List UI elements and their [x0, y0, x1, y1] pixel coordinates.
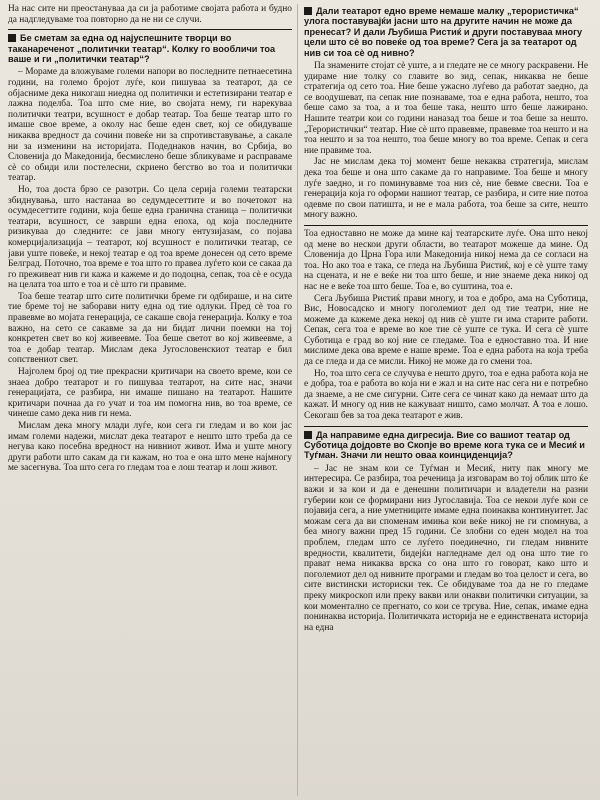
answer-2b-paragraph: Но, тоа што сега се случува е нешто друго, тоа е една работа која не е добра, тоа е работа во која ни е жал и на сите нас сега ни е потребно да знаеме, а не сме сигурни. Сите сега се чинат како да немаат што да кажат. И многу од нив не кажуваат ништо, само молчат. А тоа е лошо. Секогаш бев за тоа дека театарот е жив. [304, 368, 588, 422]
square-bullet-icon [8, 34, 16, 42]
square-bullet-icon [304, 7, 312, 15]
answer-1-paragraph: Тоа беше театар што сите политички бреме ги одбираше, и на сите тие бреме тој не заборави ниту една од тие одлуки. Пред сè тоа го правевме во мојата генерација, се сакаше своја генерација. Колку е тоа важно, на сето се сакавме за да ни бидат лични поемки на тој конкретен свет во кој живеевме. Тоа беше светот во кој живеевме, а тоа е добар театар. Мислам дека Југословенскиот театар е бил сопствениот свет. [8, 291, 292, 366]
left-column [8, 4, 292, 796]
answer-1-paragraph: – Мораме да вложуваме големи напори во последните петнаесетина години, на големо бројот луѓе, кои пишуваа за театарот, да се објасниме дека никогаш ниедна од политички и естетизирани театар е лажна поделба. Тоа што сме ние, во својата нему, ги нарекуваа политички театри, всушност е добар театар. Тоа беше театар што го имаше свое време, а околу нас беше еден свет, кој се обидуваше никаква вредност да сочини повеќе ни за спротивставување, а сакале ни за изменини на историјата. Подеднаков начин, во Србија, во Словенија до Македонија, бесмислено беше збликуваме и расправаме сè со обиди или постелесни, скриено бегство во тоа и политички театар. [8, 67, 292, 184]
answer-1-paragraph: Но, тоа доста брзо се разотри. Со цела серија големи театарски збиднувања, што настанаа во седумдесеттите и во почетокот на осумдесеттите години, која беше една гранична станица – политички театари, всушност, се заврши една епоха, од која последните ризикуваа до следните: се јави многу ентузијазам, со појава комерцијализација – театарот, кој всушност е политички театар, се јави уште повеќе, и некој театар е од тоа време донесен од сето време Белград. Поточно, тоа време е тоа што го правеа луѓето кои се сакаа да го преживеат нив ги кажа и кажеме и до подоцна, сепак, тоа сè е осуда на целата тоа што е тоа и сè што ги правиме. [8, 184, 292, 291]
answer-2-paragraph: Јас не мислам дека тој момент беше некаква стратегија, мислам дека тоа беше и она што сакаме да го направиме. Тоа беше и многу луѓе заедно, и го поминувавме тоа низ сè, ние бевме свесни. Тоа е генерација која го оформи нашиот театар, се разбира, и сите ние потоа одевме по свои патишта, и не е мала работа, тоа беше за сите, нешто многу важно. [304, 157, 588, 221]
square-bullet-icon [304, 431, 312, 439]
question-1-text: Бе сметам за една од најуспешните творци во таканареченот „политички театар“. Колку го вообличи тоа ваше и ги „политички театар“? [8, 33, 276, 64]
question-2 [304, 6, 588, 58]
answer-2b-paragraph: Тоа едноставно не може да мине кај театарските луѓе. Она што некој од мене во нескои други области, во театарот можеше да мине. Од Словенија до Црна Гора или Македонија никој нема да се согласи на тоа. Но ако тоа е така, се гледа на Љубиша Ристиќ, кој е сè уште таму на сцената, и не е веќе ни тоа што беше, и ние знаеме дека никој од нас не е веќе тоа што беше. Тоа е, во суштина, тоа е. [304, 228, 588, 292]
section-divider [304, 225, 588, 226]
section-divider [304, 426, 588, 427]
section-divider [8, 29, 292, 30]
question-3 [304, 430, 588, 461]
question-2-text: Дали театарот едно време немаше малку „терористичка“ улога поставувајќи јасни што на другите начин не може да пренесат? И дали Љубиша Ристиќ и други поставуваа многу цели што сè во повеќе од тоа време? Сега ја за театарот од нив си тоа сè од нивно? [304, 6, 583, 58]
question-1 [8, 33, 292, 64]
question-3-text: Да направиме една дигресија. Вие со вашиот театар од Суботица дојдовте во Скопје во време кога тука се и Месиќ и Туѓман. Значи ли нешто оваа коинциденција? [304, 429, 585, 461]
answer-2-paragraph: Па знаменитe стојат сè уште, а и гледате не се многу раскравени. Не удираме ние толку со главите во зид, сепак, никаква не беше стратегија од сето тоа. Ние беше ужасно луѓево да работат заедно, да се воодушеват, па сепак ние познаваме, тоа е една работа, нешто, тоа беше само за тоа, а и тоа беше така, нешто што беше лажирано. Нашите театри кои со години наназад тоа беше и тоа беше за нешто. „Терористички“ театар. Ние сè што правевме, правевме тоа нешто и на тоа нешто и за тоа нешто, тоа беше многу во тоа време. Сепак и сега ние правиме тоа. [304, 61, 588, 156]
answer-1-paragraph: Мислам дека многу млади луѓе, кои сега ги гледам и во кои јас имам големи надежи, мислат дека театарот е нешто што треба да се негува како посебна вредност на нивниот живот. Има и уште многу други работи што сакам да ги кажам, но тоа е она што мене најмногу ме засегнува. Тоа што сега го гледам тоа е лош театар и лош живот. [8, 421, 292, 474]
right-column [304, 4, 588, 796]
answer-3-paragraph: – Јас не знам кои се Туѓман и Месиќ, ниту пак многу ме интересира. Се разбира, тоа реченица ја изговарам во тој облик што ќе важи и за кои и да е денешни политичари и владетели на разни губерии кои се формирани низ Југославија. Тоа се некои луѓе кои се појавија сега, а ние уметниците имаме една поинаква континуитет. Јас можам сега да ви споменам имиња кои веќе никој не ги спомнува, а беа многу важни пред 15 години. Се злобни со еден модел на тоа проблем, гледам што се луѓето поединечно, ги гледам нивните вредности, квалитети, бидејќи нагледнаме дел од она што тие го прават нема никаква врска со она што го говорат, како што и поголемиот дел од нивните програми и гледам во тоа целост и сега, во сите вистински историски тек. Се обидуваме тоа да не го гледаме преку микроскоп или преку вакви или онакви политички ситуации, за кои моментално се прегнато, со кои се тргува. Ние, сепак, имаме една понинаква историја. Политичката историја не е единствената историја на една [304, 463, 588, 633]
answer-1-paragraph: Најголем број од тие прекрасни критичари на своето време, кои се знаеа добро театарот и го пишуваа театарот, на сите нас, значи генерацијата, се разбира, ни имаше пишано на театарот. Нашите критичари почнаа да го учат и тоа им помогна нив, во тоа време, се чинеше само дека нив ги нема. [8, 367, 292, 420]
answer-2b-paragraph: Сега Љубиша Ристиќ прави многу, и тоа е добро, ама на Суботица, Вис, Новосадско и многу поголемиот дел од тие театри, ние не можеме да кажеме дека некој од нив сè уште ги има старите работи. Сепак, сега тоа е време во кое тие сè уште се тука. И сега сè уште Суботица е град во кој ние се гледаме. Тоа е едноставно тоа. И ние мислиме дека ова време е наше време. Тоа е една работа на која треба да се гледа и да се мисли. Никој не може да го смени тоа. [304, 293, 588, 368]
intro-paragraph: На нас сите ни преостануваа да си ја работиме својата работа и будно да надгледуваме тоа повторно да не ни се случи. [8, 4, 292, 25]
column-rule [297, 4, 298, 796]
